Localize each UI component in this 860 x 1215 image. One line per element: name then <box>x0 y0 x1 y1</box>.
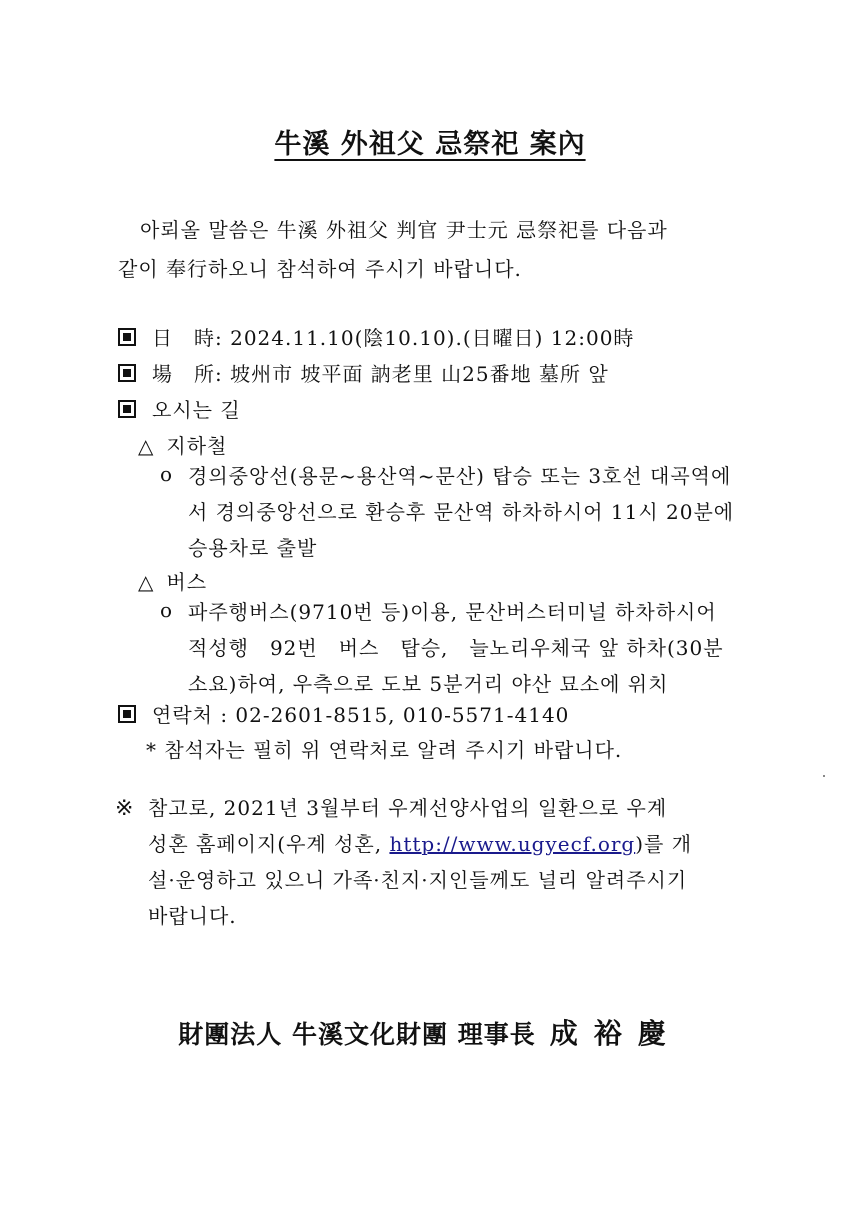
scan-speck <box>823 775 825 777</box>
subway-text <box>188 458 734 566</box>
bus-label: 버스 <box>166 570 208 594</box>
signature <box>0 1012 860 1052</box>
reference-text <box>148 790 692 934</box>
signature-name: 成裕慶 <box>549 1017 682 1050</box>
reference-line-3: 설·운영하고 있으니 가족·친지·지인들께도 널리 알려주시기 <box>148 868 688 892</box>
bus-line-2: 적성행 92번 버스 탑승, 늘노리우체국 앞 하차(30분 <box>188 636 724 660</box>
homepage-link[interactable]: http://www.ugyecf.org <box>389 832 636 856</box>
place-row <box>118 358 609 387</box>
square-bullet-icon <box>118 328 136 346</box>
bus-line-3: 소요)하여, 우측으로 도보 5분거리 야산 묘소에 위치 <box>188 672 669 696</box>
bus-line-1: 파주행버스(9710번 등)이용, 문산버스터미널 하차하시어 <box>188 600 717 624</box>
subway-label: 지하철 <box>166 434 228 458</box>
circle-bullet-icon: o <box>160 598 173 622</box>
reference-line-4: 바랍니다. <box>148 904 237 928</box>
square-bullet-icon <box>118 400 136 418</box>
triangle-bullet-icon: △ <box>138 570 155 594</box>
bus-text <box>188 594 724 702</box>
place-label: 場 所 <box>152 362 215 386</box>
triangle-bullet-icon: △ <box>138 434 155 458</box>
date-row <box>118 322 634 351</box>
reference-line-2: 성혼 홈페이지(우계 성혼, http://www.ugyecf.org)를 개 <box>148 832 693 856</box>
signature-org: 財團法人 牛溪文化財團 理事長 <box>178 1020 536 1049</box>
date-label: 日 時 <box>152 326 215 350</box>
place-value: : 坡州市 坡平面 訥老里 山25番地 墓所 앞 <box>215 362 609 386</box>
reference-line-1: 참고로, 2021년 3월부터 우계선양사업의 일환으로 우계 <box>148 796 668 820</box>
intro-line-1: 아뢰올 말씀은 牛溪 外祖父 判官 尹士元 忌祭祀를 다음과 <box>140 218 668 242</box>
subway-line-2: 서 경의중앙선으로 환승후 문산역 하차하시어 11시 20분에 <box>188 500 735 524</box>
contact-label: 연락처 <box>152 703 213 727</box>
reference-mark: ※ <box>115 796 134 821</box>
intro-line-2: 같이 奉行하오니 참석하여 주시기 바랍니다. <box>118 257 522 281</box>
subway-heading <box>138 430 227 459</box>
subway-line-1: 경의중앙선(용문~용산역~문산) 탑승 또는 3호선 대곡역에 <box>188 464 732 488</box>
square-bullet-icon <box>118 364 136 382</box>
contact-note: * 참석자는 필히 위 연락처로 알려 주시기 바랍니다. <box>146 738 623 762</box>
directions-row <box>118 394 241 423</box>
square-bullet-icon <box>118 705 136 723</box>
circle-bullet-icon: o <box>160 462 173 486</box>
directions-label: 오시는 길 <box>152 398 241 422</box>
subway-line-3: 승용차로 출발 <box>188 536 318 560</box>
contact-row <box>118 699 569 728</box>
document-title: 牛溪 外祖父 忌祭祀 案內 <box>274 129 586 160</box>
bus-heading <box>138 566 207 595</box>
date-value: : 2024.11.10(陰10.10).(日曜日) 12:00時 <box>215 326 635 350</box>
contact-value: : 02-2601-8515, 010-5571-4140 <box>220 703 570 727</box>
